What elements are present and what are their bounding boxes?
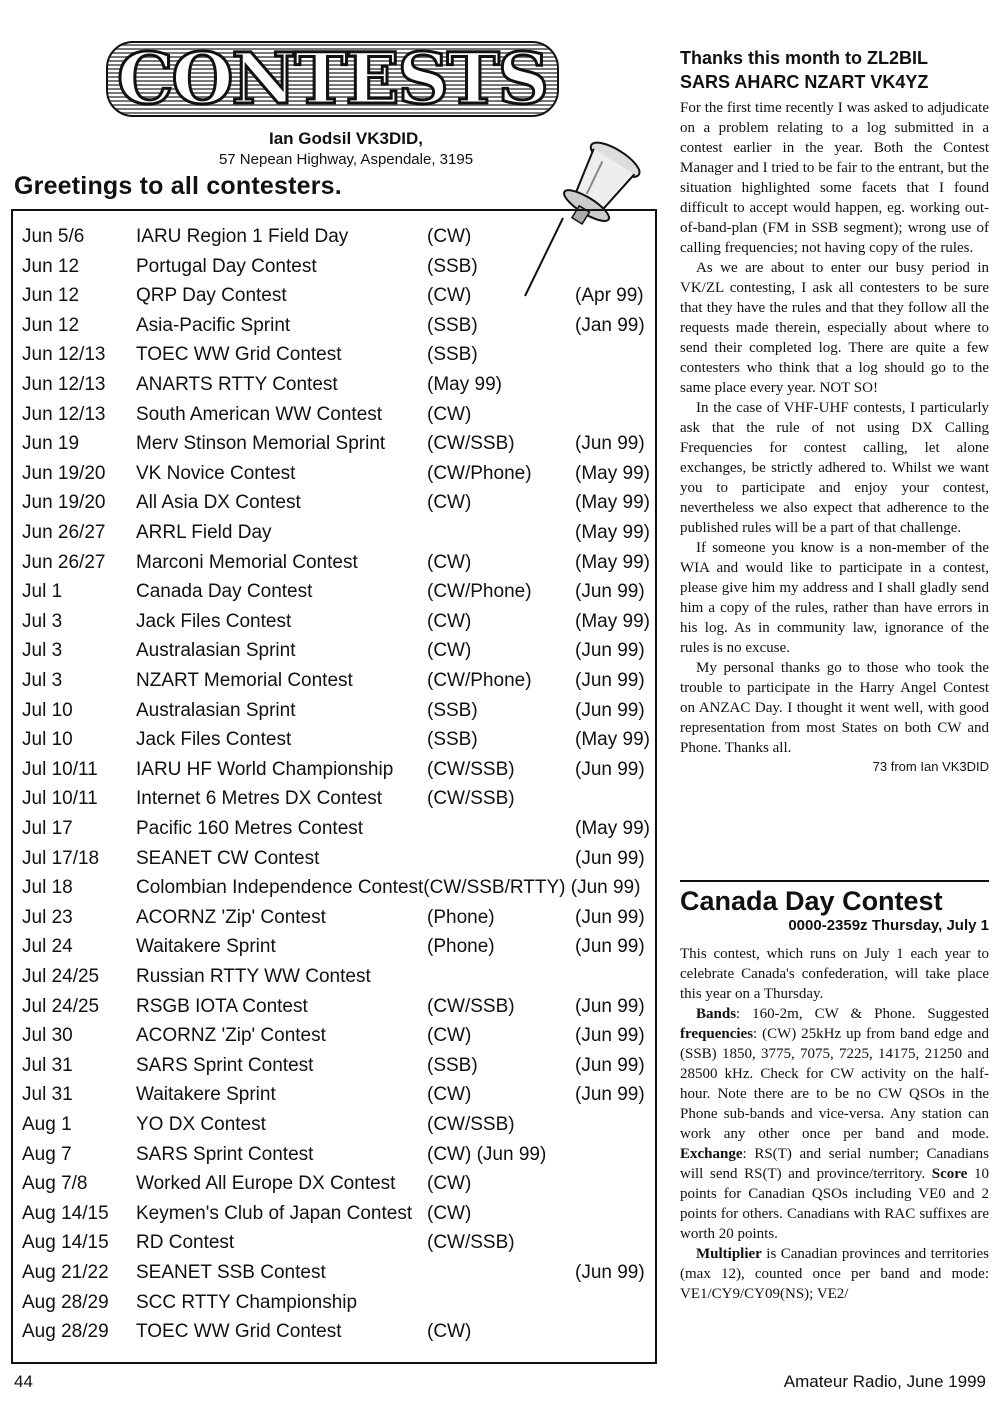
contest-name: Waitakere Sprint bbox=[136, 936, 276, 958]
contest-reference: (Jun 99) bbox=[575, 699, 645, 721]
contest-date: Jul 17/18 bbox=[22, 847, 100, 869]
contest-reference: (Jun 99) bbox=[575, 995, 645, 1017]
contest-date: Jul 24 bbox=[22, 936, 73, 958]
contest-mode: (CW) bbox=[427, 1084, 472, 1106]
contest-reference: (Jun 99) bbox=[575, 670, 645, 691]
contest-date: Jun 5/6 bbox=[22, 226, 85, 247]
bands-text: : 160-2m, CW & Phone. Suggested bbox=[736, 1006, 989, 1022]
contest-mode: (SSB) bbox=[427, 344, 478, 366]
contest-date: Aug 1 bbox=[22, 1114, 72, 1135]
contest-date: Aug 7 bbox=[22, 1143, 72, 1165]
contest-name: TOEC WW Grid Contest bbox=[136, 344, 342, 366]
contest-name: ANARTS RTTY Contest bbox=[136, 374, 338, 395]
contest-date: Jul 24/25 bbox=[22, 995, 100, 1017]
contest-mode: (CW/SSB) bbox=[427, 788, 515, 810]
contest-name: Pacific 160 Metres Contest bbox=[136, 818, 364, 839]
contest-date: Jun 12 bbox=[22, 255, 80, 277]
contest-name: Asia-Pacific Sprint bbox=[136, 314, 291, 336]
greeting-heading: Greetings to all contesters. bbox=[14, 172, 342, 200]
contest-date: Aug 14/15 bbox=[22, 1232, 109, 1254]
contest-name: SARS Sprint Contest bbox=[136, 1054, 314, 1076]
contest-name: Jack Files Contest bbox=[136, 729, 292, 751]
contest-date: Jun 19/20 bbox=[22, 492, 106, 514]
contest-name: TOEC WW Grid Contest bbox=[136, 1321, 342, 1343]
multiplier-text: is Canadian provinces and territories (max 12), counted once per band and mode: VE1/CY9/CY09(NS); VE2/ bbox=[680, 1246, 989, 1302]
score-text: 10 points for Canadian QSOs including VE0 and 2 points for others. Canadians with RAC suffixes are worth 20 points. bbox=[680, 1166, 989, 1242]
canada-multiplier-paragraph bbox=[680, 1244, 989, 1304]
contest-name: ACORNZ 'Zip' Contest bbox=[136, 906, 326, 928]
canada-body bbox=[680, 944, 989, 1304]
contest-reference: (Jun 99) bbox=[575, 847, 645, 869]
contest-name: SARS Sprint Contest bbox=[136, 1143, 314, 1165]
contest-mode: (SSB) bbox=[427, 314, 478, 336]
contest-name: RD Contest bbox=[136, 1232, 235, 1254]
canada-title: Canada Day Contest bbox=[680, 886, 943, 916]
contest-mode: (CW) bbox=[427, 610, 472, 632]
contest-name: YO DX Contest bbox=[136, 1114, 266, 1135]
contest-mode: (CW/SSB) bbox=[427, 1114, 515, 1135]
contest-reference: (Jun 99) bbox=[575, 1025, 645, 1047]
contest-name: Internet 6 Metres DX Contest bbox=[136, 788, 383, 810]
contest-mode: (May 99) bbox=[427, 374, 502, 395]
contest-date: Jul 10 bbox=[22, 699, 73, 721]
contest-name: ACORNZ 'Zip' Contest bbox=[136, 1025, 326, 1047]
contest-mode: (Phone) bbox=[427, 936, 495, 958]
contest-mode: (CW/SSB) bbox=[427, 758, 515, 780]
contest-date: Jun 26/27 bbox=[22, 522, 106, 543]
contest-mode: (SSB) bbox=[427, 255, 478, 277]
frequencies-text: : (CW) 25kHz up from band edge and (SSB) 1850, 3775, 7075, 7225, 14175, 21250 and 28500 kHz. Check for CW activity on the half-hour. Note there are to be no CW QSOs in the Phone sub-bands and vice-versa. Any station can work any other once per band and mode. bbox=[680, 1026, 989, 1142]
contest-date: Jul 10/11 bbox=[22, 788, 98, 810]
contest-date: Jul 10/11 bbox=[22, 758, 98, 780]
contest-reference: (May 99) bbox=[575, 492, 650, 514]
contest-reference: (Jun 99) bbox=[575, 758, 645, 780]
contest-name: South American WW Contest bbox=[136, 403, 383, 425]
contest-date: Jul 23 bbox=[22, 906, 73, 928]
contest-mode: (SSB) bbox=[427, 699, 478, 721]
contest-name: ARRL Field Day bbox=[136, 522, 272, 543]
contest-mode: (CW) bbox=[427, 492, 472, 514]
contest-date: Aug 28/29 bbox=[22, 1321, 109, 1343]
contest-name: NZART Memorial Contest bbox=[136, 670, 353, 691]
canada-heading bbox=[680, 886, 989, 936]
contest-mode: (CW/Phone) bbox=[427, 462, 532, 484]
contest-date: Jun 26/27 bbox=[22, 551, 106, 573]
contest-name: VK Novice Contest bbox=[136, 462, 296, 484]
contest-name: Keymen's Club of Japan Contest bbox=[136, 1202, 413, 1224]
section-divider bbox=[680, 880, 989, 882]
contest-mode: (CW) bbox=[427, 285, 472, 307]
banner-title: CONTESTS bbox=[117, 40, 547, 118]
contest-date: Aug 28/29 bbox=[22, 1291, 109, 1313]
contest-name: Marconi Memorial Contest bbox=[136, 551, 358, 573]
thanks-body bbox=[680, 98, 989, 775]
contest-reference: (May 99) bbox=[575, 818, 650, 839]
contest-name: Worked All Europe DX Contest bbox=[136, 1173, 396, 1195]
contest-date: Jun 19/20 bbox=[22, 462, 106, 484]
contest-date: Jul 3 bbox=[22, 640, 63, 662]
contest-name: Waitakere Sprint bbox=[136, 1084, 276, 1106]
contest-reference: (Apr 99) bbox=[575, 285, 644, 307]
contest-date: Jun 12/13 bbox=[22, 344, 106, 366]
frequencies-label: frequencies bbox=[680, 1026, 754, 1042]
canada-subtitle: 0000-2359z Thursday, July 1 bbox=[788, 917, 989, 934]
thanks-paragraph: In the case of VHF-UHF contests, I particularly ask that the rule of not using DX Calling Frequencies for contest calling, let alone exchanges, be strictly adhered to. Whilst we want you to participate and enjoy your contest, nevertheless we also expect that adherence to the published rules will be a part of that challenge. bbox=[680, 400, 989, 536]
contest-date: Aug 14/15 bbox=[22, 1202, 109, 1224]
contest-reference: (Jun 99) bbox=[575, 1054, 645, 1076]
contest-mode: (CW/SSB) bbox=[427, 433, 515, 455]
thanks-title-line2: SARS AHARC NZART VK4YZ bbox=[680, 72, 929, 92]
contest-date: Jun 12 bbox=[22, 285, 80, 307]
contest-name: Jack Files Contest bbox=[136, 610, 292, 632]
contest-reference: (Jun 99) bbox=[575, 581, 645, 603]
contest-mode: (Phone) bbox=[427, 906, 495, 928]
canada-bands-paragraph bbox=[680, 1004, 989, 1244]
contest-mode: (CW/SSB) bbox=[427, 1232, 515, 1254]
contest-name: SEANET SSB Contest bbox=[136, 1262, 326, 1283]
contest-date: Jul 18 bbox=[22, 877, 73, 899]
contest-date: Jul 3 bbox=[22, 670, 63, 691]
contest-mode: (CW) bbox=[427, 1202, 472, 1224]
contest-mode: (CW) bbox=[427, 1025, 472, 1047]
contest-mode: (SSB) bbox=[427, 1054, 478, 1076]
publication-footer: Amateur Radio, June 1999 bbox=[783, 1372, 986, 1391]
contest-reference: (Jan 99) bbox=[575, 314, 645, 336]
contest-mode: (CW/Phone) bbox=[427, 581, 532, 603]
multiplier-label: Multiplier bbox=[696, 1246, 762, 1262]
contest-name: SCC RTTY Championship bbox=[136, 1291, 358, 1313]
contest-reference: (Jun 99) bbox=[575, 936, 645, 958]
contest-mode: (CW) bbox=[427, 403, 472, 425]
contest-mode: (CW) bbox=[427, 1173, 472, 1195]
contest-date: Jul 3 bbox=[22, 610, 63, 632]
thanks-heading bbox=[680, 46, 989, 94]
author-block bbox=[196, 128, 496, 170]
contest-date: Jul 31 bbox=[22, 1084, 73, 1106]
contest-name: Portugal Day Contest bbox=[136, 255, 317, 277]
contest-name: IARU HF World Championship bbox=[136, 758, 394, 780]
score-label: Score bbox=[931, 1166, 968, 1182]
contest-name: All Asia DX Contest bbox=[136, 492, 301, 514]
contest-date: Jul 30 bbox=[22, 1025, 73, 1047]
contest-reference: (Jun 99) bbox=[575, 640, 645, 662]
thanks-paragraph: If someone you know is a non-member of the WIA and would like to participate in a contest, please give him my address and I shall gladly send him a copy of the rules, rather than have errors in his log. As in community law, ignorance of the rules is no excuse. bbox=[680, 540, 989, 656]
bands-label: Bands bbox=[696, 1006, 737, 1022]
contests-banner bbox=[105, 40, 560, 118]
contest-name: Australasian Sprint bbox=[136, 640, 296, 662]
contest-name: RSGB IOTA Contest bbox=[136, 995, 308, 1017]
contest-reference: (Jun 99) bbox=[575, 433, 645, 455]
thanks-paragraph: My personal thanks go to those who took the trouble to participate in the Harry Angel Contest on ANZAC Day. I thought it went well, with good representation from most States on both CW and Phone. Thanks all. bbox=[680, 660, 989, 756]
contest-reference: (May 99) bbox=[575, 551, 650, 573]
thanks-paragraph: As we are about to enter our busy period in VK/ZL contesting, I ask all contesters to be sure that they have the rules and that they follow all the requests made therein, especially about where to send their completed log. There are quite a few contesters who think that a log should go to the same place every year. NOT SO! bbox=[680, 260, 989, 396]
contest-date: Aug 7/8 bbox=[22, 1173, 88, 1195]
contest-mode: (CW) bbox=[427, 1321, 472, 1343]
contest-date: Jul 24/25 bbox=[22, 966, 100, 987]
contest-date: Jul 31 bbox=[22, 1054, 73, 1076]
contest-mode: (CW) (Jun 99) bbox=[427, 1143, 547, 1165]
page-number: 44 bbox=[14, 1372, 33, 1391]
contest-mode: (CW) bbox=[427, 226, 472, 247]
contest-name: Russian RTTY WW Contest bbox=[136, 966, 371, 987]
contest-name: SEANET CW Contest bbox=[136, 847, 320, 869]
contest-reference: (Jun 99) bbox=[575, 906, 645, 928]
thanks-signature: 73 from Ian VK3DID bbox=[872, 759, 989, 774]
contest-mode: (CW) bbox=[427, 640, 472, 662]
thanks-paragraph: For the first time recently I was asked to adjudicate on a problem relating to a log submitted in a contest earlier in the year. Both the Contest Manager and I tried to be fair to the entrant, but the situation highlighted some facets that I found difficult to accept would happen, eg. working out-of-band-plan (FM in SSB segment); wrong use of calling frequencies; not having copy of the rules. bbox=[680, 100, 989, 256]
contest-reference: (May 99) bbox=[575, 610, 650, 632]
author-address: 57 Nepean Highway, Aspendale, 3195 bbox=[218, 151, 474, 168]
contest-date: Jun 12 bbox=[22, 314, 80, 336]
contest-date: Jul 17 bbox=[22, 818, 73, 839]
contest-name: Canada Day Contest bbox=[136, 581, 313, 603]
contest-reference: (Jun 99) bbox=[575, 1262, 645, 1283]
contest-name: QRP Day Contest bbox=[136, 285, 287, 307]
contest-name: IARU Region 1 Field Day bbox=[136, 226, 349, 247]
exchange-label: Exchange bbox=[680, 1146, 743, 1162]
author-name: Ian Godsil VK3DID, bbox=[269, 129, 423, 148]
thanks-title-line1: Thanks this month to ZL2BIL bbox=[680, 48, 928, 68]
contest-date: Jul 1 bbox=[22, 581, 63, 603]
contest-mode: (SSB) bbox=[427, 729, 478, 751]
contest-mode: (CW/SSB) bbox=[427, 995, 515, 1017]
contest-name: Colombian Independence Contest(CW/SSB/RTTY) (Jun 99) bbox=[136, 877, 641, 899]
contest-reference: (Jun 99) bbox=[575, 1084, 645, 1106]
contest-reference: (May 99) bbox=[575, 729, 650, 751]
contest-mode: (CW/Phone) bbox=[427, 670, 532, 691]
contest-date: Jun 12/13 bbox=[22, 374, 106, 395]
contest-date: Jun 19 bbox=[22, 433, 80, 455]
contest-reference: (May 99) bbox=[575, 462, 650, 484]
contest-date: Jun 12/13 bbox=[22, 403, 106, 425]
canada-intro: This contest, which runs on July 1 each year to celebrate Canada's confederation, will take place this year on a Thursday. bbox=[680, 946, 989, 1002]
contest-date: Aug 21/22 bbox=[22, 1262, 109, 1283]
contest-name: Australasian Sprint bbox=[136, 699, 296, 721]
exchange-text: : RS(T) and serial number; Canadians will send RS(T) and province/territory. bbox=[680, 1146, 989, 1182]
contest-mode: (CW) bbox=[427, 551, 472, 573]
contest-name: Merv Stinson Memorial Sprint bbox=[136, 433, 386, 455]
contest-reference: (May 99) bbox=[575, 522, 650, 543]
contest-date: Jul 10 bbox=[22, 729, 73, 751]
